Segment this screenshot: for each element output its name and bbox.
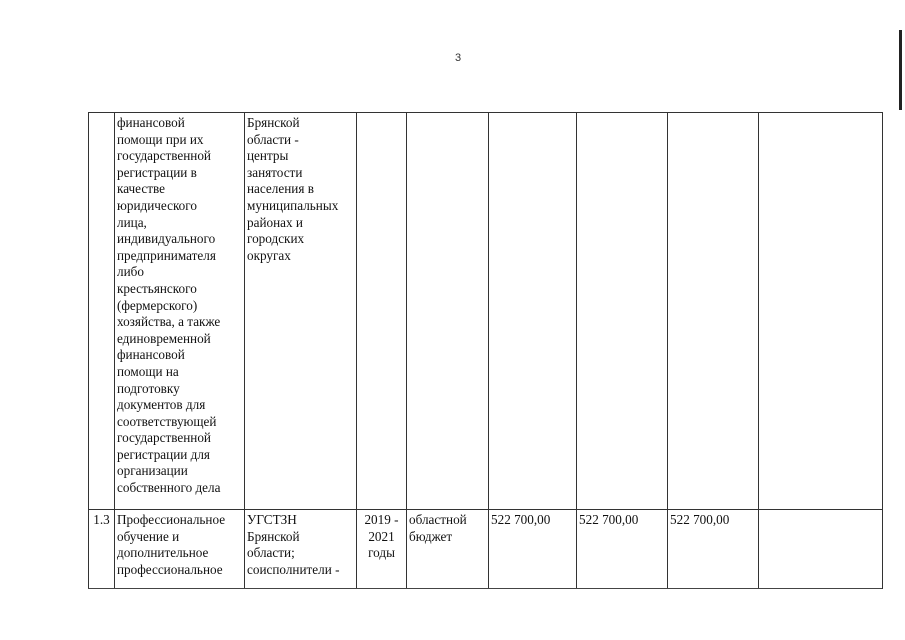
table-row — [89, 113, 883, 510]
table-row — [89, 510, 883, 590]
measures-table — [88, 112, 883, 589]
cell-executor: УГСТЗН Брянской области; соисполнители - — [245, 510, 357, 590]
cell-period — [357, 113, 407, 510]
cell-extra — [759, 113, 883, 510]
cell-amount-2020 — [577, 113, 668, 510]
page-number: 3 — [455, 52, 462, 64]
cell-amount-2019: 522 700,00 — [489, 510, 577, 590]
cell-funding-source — [407, 113, 489, 510]
cell-extra — [759, 510, 883, 590]
cell-amount-2021 — [668, 113, 759, 510]
cell-measure-name: финансовой помощи при их государственной регистрации в качестве юридического лица, индивидуального предпринимателя либо крестьянского (фермерского) хозяйства, а также единовременной финансовой помощи на подготовку документов для соответствующей государственной регистрации для организации собственного дела — [115, 113, 245, 510]
table-bottom-edge — [88, 588, 882, 589]
cell-amount-2019 — [489, 113, 577, 510]
cell-number: 1.3 — [89, 510, 115, 590]
cell-amount-2020: 522 700,00 — [577, 510, 668, 590]
cell-measure-name: Профессиональное обучение и дополнительное профессиональное — [115, 510, 245, 590]
cell-amount-2021: 522 700,00 — [668, 510, 759, 590]
cell-funding-source: областной бюджет — [407, 510, 489, 590]
cell-executor: Брянской области - центры занятости населения в муниципальных районах и городских округах — [245, 113, 357, 510]
cell-number — [89, 113, 115, 510]
cell-period: 2019 - 2021 годы — [357, 510, 407, 590]
scan-edge-mark — [899, 30, 902, 110]
